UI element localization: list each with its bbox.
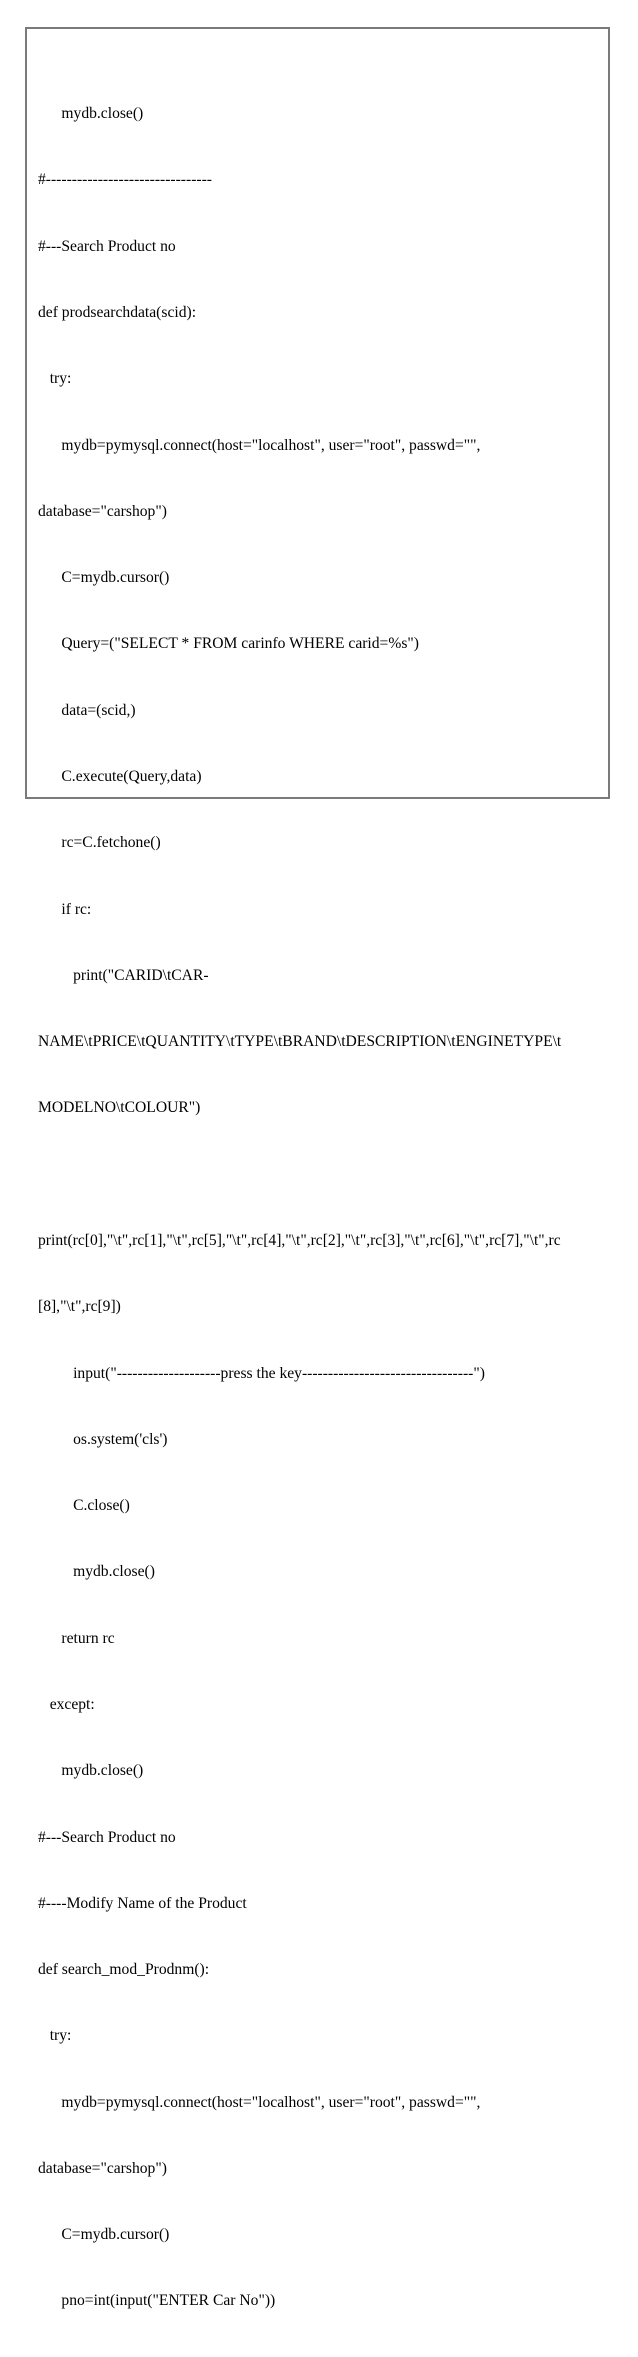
code-line: #----Modify Name of the Product <box>38 1894 247 1912</box>
code-line: #---Search Product no <box>38 237 176 255</box>
code-line: C=mydb.cursor() <box>38 569 170 587</box>
code-line: [8],"\t",rc[9]) <box>38 1298 121 1316</box>
code-line: try: <box>38 2027 72 2045</box>
code-line: print(rc[0],"\t",rc[1],"\t",rc[5],"\t",rc[4],"\t",rc[2],"\t",rc[3],"\t",rc[6],"\t",rc[7],"\t",rc <box>38 1231 561 1249</box>
code-line <box>38 1164 604 1186</box>
code-line: C=mydb.cursor() <box>38 2226 170 2244</box>
code-line: def search_mod_Prodnm(): <box>38 1961 210 1979</box>
code-line: database="carshop") <box>38 502 167 520</box>
code-line: MODELNO\tCOLOUR") <box>38 1099 201 1117</box>
code-line: print("CARID\tCAR- <box>38 966 209 984</box>
code-line: C.close() <box>38 1497 130 1515</box>
code-line: if rc: <box>38 900 92 918</box>
code-line: os.system('cls') <box>38 1430 168 1448</box>
code-line: try: <box>38 370 72 388</box>
code-line: Query=("SELECT * FROM carinfo WHERE carid=%s") <box>38 635 419 653</box>
code-line: #---Search Product no <box>38 1828 176 1846</box>
code-line: mydb=pymysql.connect(host="localhost", user="root", passwd="", <box>38 2093 481 2111</box>
code-line: mydb.close() <box>38 105 144 123</box>
code-line: mydb=pymysql.connect(host="localhost", user="root", passwd="", <box>38 436 481 454</box>
code-line: mydb.close() <box>38 1762 144 1780</box>
code-line: C.execute(Query,data) <box>38 768 202 785</box>
code-line: return rc <box>38 1629 115 1647</box>
code-line: except: <box>38 1695 95 1713</box>
code-line: input("--------------------press the key---------------------------------") <box>38 1364 485 1382</box>
code-line: database="carshop") <box>38 2159 167 2177</box>
code-line: data=(scid,) <box>38 701 136 719</box>
code-line: def prodsearchdata(scid): <box>38 304 197 322</box>
code-line: pno=int(input("ENTER Car No")) <box>38 2292 276 2310</box>
code-line: rc=C.fetchone() <box>38 834 161 852</box>
code-line: NAME\tPRICE\tQUANTITY\tTYPE\tBRAND\tDESCRIPTION\tENGINETYPE\t <box>38 1033 562 1051</box>
code-line: mydb.close() <box>38 1563 155 1581</box>
code-line: #-------------------------------- <box>38 171 212 189</box>
code-listing <box>38 59 604 2357</box>
document-page <box>25 27 610 2310</box>
